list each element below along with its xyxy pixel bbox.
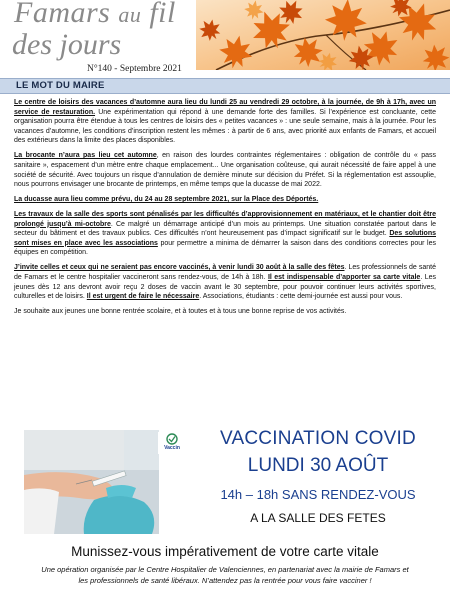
newsletter-title [14, 0, 176, 30]
poster-title: VACCINATION COVID [220, 428, 416, 449]
newsletter-subtitle: des jours [12, 28, 122, 61]
vaccination-photo [24, 430, 159, 534]
autumn-leaves-image [196, 0, 450, 70]
issue-number: N°140 - Septembre 2021 [87, 64, 182, 74]
logo-label: Vaccin [164, 445, 180, 451]
paragraph-sports-hall: Les travaux de la salle des sports sont pénalisés par les difficultés d’approvisionnement en matériaux, et le chantier doit être prolongé jusqu’à mi-octobre. Ce malgré un démarrage anticipé d’un mois au printemps. Une situation constatée partout dans le secteur du bâtiment et des travaux publics. Ces difficultés n’ont heureusement pas d’impact significatif sur le budget. Des solutions sont mises en place avec les associations pour permettre a minima de démarrer la saison dans des conditions correctes pour les équipes en compétition. [14, 211, 436, 257]
poster-date: LUNDI 30 AOÛT [247, 455, 389, 476]
poster-hours: 14h – 18h SANS RENDEZ-VOUS [220, 487, 416, 502]
vaccin-covid-logo [158, 432, 186, 454]
title-word-fil: fil [149, 0, 176, 29]
poster-venue: A LA SALLE DES FETES [250, 511, 386, 525]
section-title: LE MOT DU MAIRE [16, 80, 105, 91]
paragraph-ducasse: La ducasse aura lieu comme prévu, du 24 au 28 septembre 2021, sur la Place des Déportés. [14, 196, 319, 204]
section-header-bar [0, 78, 450, 94]
title-word-famars: Famars [14, 0, 111, 29]
title-word-au: au [118, 2, 142, 27]
organisation-note: Une opération organisée par le Centre Hospitalier de Valenciennes, en partenariat avec la mairie de Famars et les professionnels de santé libéraux. N’attendez pas la rentrée pour vous faire vacciner ! [41, 565, 409, 585]
vaccination-poster [0, 418, 450, 600]
carte-vitale-reminder: Munissez-vous impérativement de votre carte vitale [71, 544, 379, 559]
paragraph-vaccination: J’invite celles et ceux qui ne seraient pas encore vaccinés, à venir lundi 30 août à la salle des fêtes. Les professionnels de santé de Famars et le centre hospitalier vaccineront sans rendez-vous, de 14h à 18h. Il est indispensable d’apporter sa carte vitale. Les jeunes dès 12 ans devront avoir reçu 2 doses de vaccin avant le 30 septembre, pour pouvoir continuer leurs activités sportives, culturelles et de loisirs. Il est urgent de faire le nécessaire. Associations, étudiants : cette demi-journée est aussi pour vous. [14, 264, 437, 301]
header [0, 0, 450, 78]
paragraph-leisure-centre: Le centre de loisirs des vacances d’automne aura lieu du lundi 25 au vendredi 29 octobre, à la journée, de 9h à 17h, avec un service de restauration. Une expérimentation qui répond à une demande forte des familles. Si l’expérience est concluante, cette organisation pourra être étendue à tous les centres de loisirs des « petites vacances » : une seule semaine, mais à la journée. Pour les vacances d’automne, les conditions d’inscription restent les mêmes : à partir de 6 ans, avec priorité aux enfants de Famars, et accueil des extérieurs dans la limite des places disponibles. [14, 99, 436, 145]
mayor-message [14, 98, 436, 322]
paragraph-closing: Je souhaite aux jeunes une bonne rentrée scolaire, et à toutes et à tous une bonne reprise de vos activités. [14, 308, 347, 316]
paragraph-brocante: La brocante n’aura pas lieu cet automne, en raison des lourdes contraintes réglementaires : obligation de contrôle du « pass sanitaire », espacement d’un mètre entre chaque emplacement... Une organisation coûteuse, qui aurait nécessité de faire appel à une société de sécurité. Avec toujours un risque d’annulation de dernière minute sur décision du Préfet. Si la réglementation est assouplie, nous pourrons envisager une brocante de printemps, en même temps que la ducasse de mai 2022. [14, 152, 436, 189]
